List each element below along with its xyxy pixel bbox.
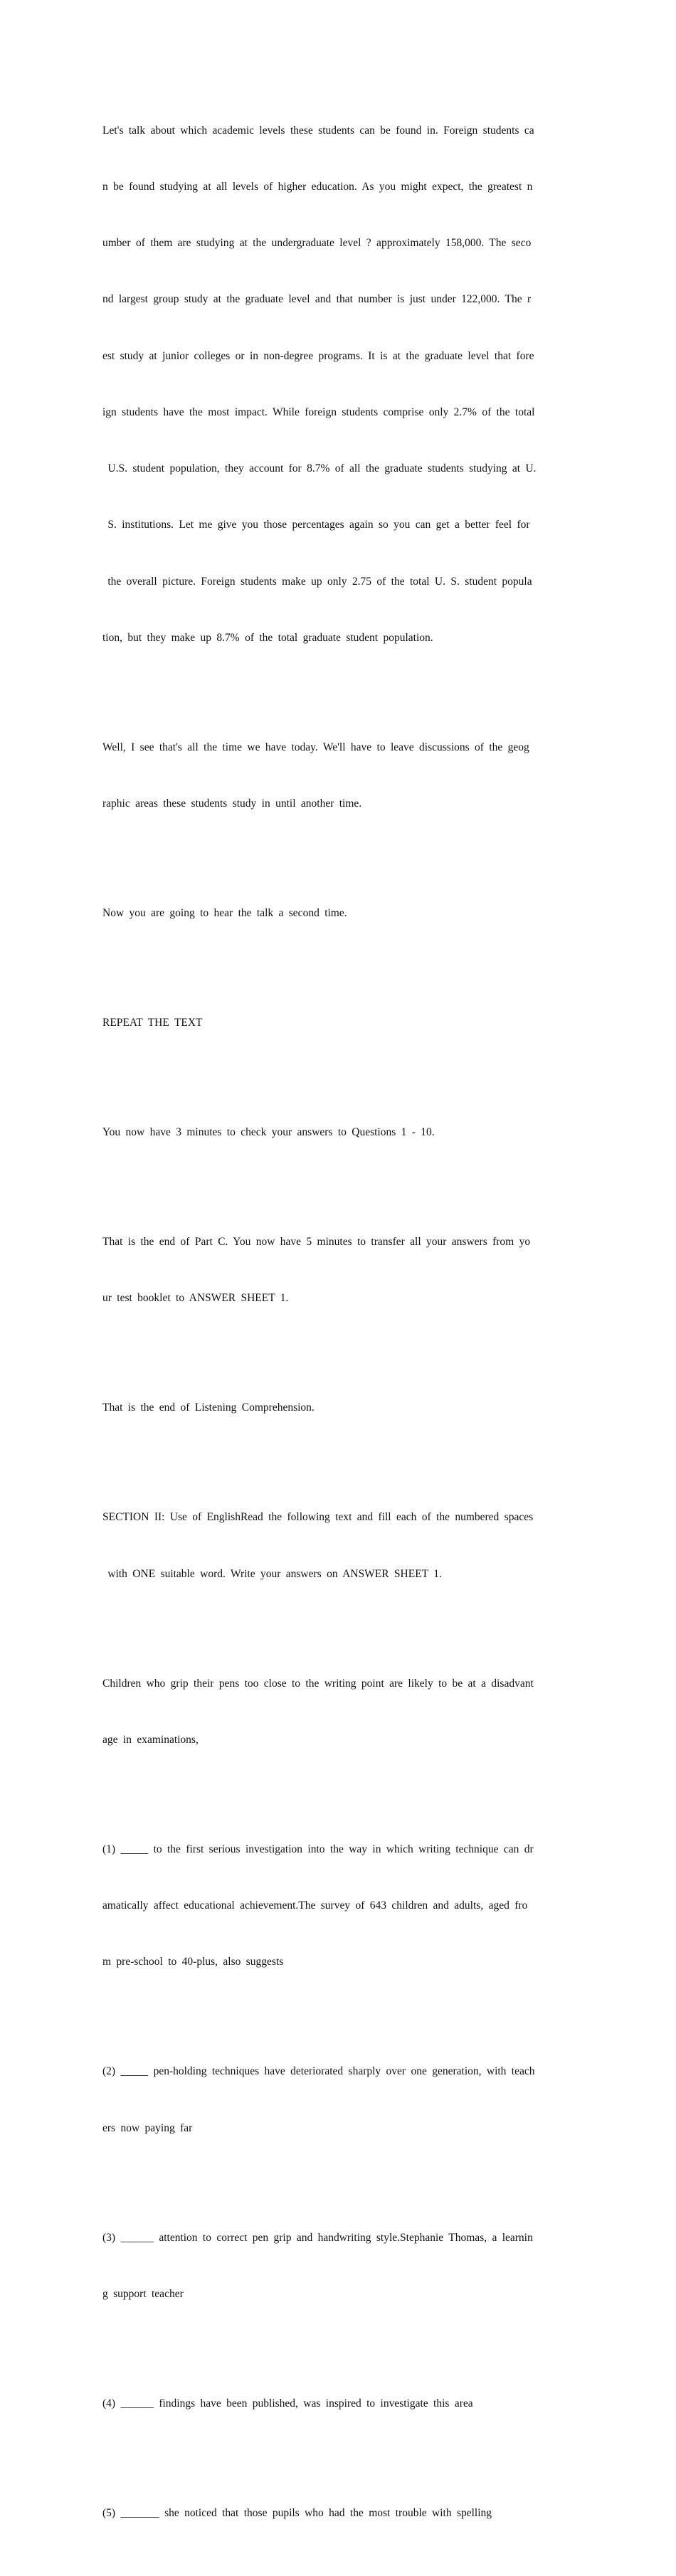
text-line: That is the end of Listening Comprehension. bbox=[102, 1401, 315, 1414]
text-line: (1) _____ to the first serious investigation into the way in which writing technique can dr bbox=[102, 1843, 534, 1855]
text-line: tion, but they make up 8.7% of the total graduate student population. bbox=[102, 631, 433, 644]
paragraph-section-ii-instructions bbox=[102, 1471, 576, 1621]
paragraph-end-part-c bbox=[102, 1195, 576, 1345]
text-line: n be found studying at all levels of higher education. As you might expect, the greatest n bbox=[102, 181, 533, 194]
document-body bbox=[102, 84, 576, 2576]
text-line: raphic areas these students study in until another time. bbox=[102, 797, 362, 810]
paragraph-check-answers bbox=[102, 1086, 576, 1180]
text-line: (4) ______ findings have been published, was inspired to investigate this area bbox=[102, 2397, 473, 2410]
text-line: ers now paying far bbox=[102, 2121, 193, 2134]
text-line: m pre-school to 40-plus, also suggests bbox=[102, 1956, 284, 1968]
text-line: (5) _______ she noticed that those pupils who had the most trouble with spelling bbox=[102, 2506, 492, 2519]
paragraph-blank-2 bbox=[102, 2025, 576, 2175]
text-line: with ONE suitable word. Write your answers on ANSWER SHEET 1. bbox=[102, 1567, 442, 1580]
paragraph-blank-3 bbox=[102, 2191, 576, 2341]
text-line: g support teacher bbox=[102, 2287, 184, 2300]
text-line: age in examinations, bbox=[102, 1733, 199, 1746]
paragraph-repeat-text bbox=[102, 976, 576, 1070]
paragraph-blank-4 bbox=[102, 2357, 576, 2451]
text-line: amatically affect educational achievement.The survey of 643 children and adults, aged fro bbox=[102, 1899, 528, 1912]
paragraph-second-time bbox=[102, 866, 576, 960]
text-line: Now you are going to hear the talk a second time. bbox=[102, 907, 347, 920]
text-line: Children who grip their pens too close to the writing point are likely to be at a disadvant bbox=[102, 1677, 534, 1690]
text-line: (2) _____ pen-holding techniques have deteriorated sharply over one generation, with teach bbox=[102, 2065, 535, 2078]
text-line: ur test booklet to ANSWER SHEET 1. bbox=[102, 1292, 289, 1305]
text-line: the overall picture. Foreign students make up only 2.75 of the total U. S. student popula bbox=[102, 575, 532, 588]
text-line: (3) ______ attention to correct pen grip and handwriting style.Stephanie Thomas, a learnin bbox=[102, 2231, 533, 2244]
paragraph-blank-1 bbox=[102, 1803, 576, 2009]
text-line: SECTION II: Use of EnglishRead the following text and fill each of the numbered spaces bbox=[102, 1511, 534, 1524]
text-line: U.S. student population, they account for 8.7% of all the graduate students studying at U. bbox=[102, 462, 537, 475]
text-line: nd largest group study at the graduate level and that number is just under 122,000. The r bbox=[102, 293, 532, 306]
text-line: est study at junior colleges or in non-degree programs. It is at the graduate level that fore bbox=[102, 349, 534, 362]
text-line: REPEAT THE TEXT bbox=[102, 1017, 203, 1029]
text-line: S. institutions. Let me give you those percentages again so you can get a better feel for bbox=[102, 519, 530, 531]
text-line: ign students have the most impact. While foreign students comprise only 2.7% of the total bbox=[102, 406, 535, 418]
text-line: That is the end of Part C. You now have 5 minutes to transfer all your answers from yo bbox=[102, 1236, 531, 1249]
text-line: Well, I see that's all the time we have today. We'll have to leave discussions of the geog bbox=[102, 741, 529, 753]
paragraph-passage-intro bbox=[102, 1637, 576, 1787]
text-line: Let's talk about which academic levels these students can be found in. Foreign students ca bbox=[102, 124, 534, 137]
paragraph-blank-5 bbox=[102, 2466, 576, 2560]
paragraph-closing-remarks bbox=[102, 701, 576, 851]
paragraph-end-listening bbox=[102, 1362, 576, 1456]
paragraph-foreign-students bbox=[102, 84, 576, 685]
text-line: You now have 3 minutes to check your answers to Questions 1 - 10. bbox=[102, 1126, 435, 1139]
text-line: umber of them are studying at the undergraduate level ? approximately 158,000. The seco bbox=[102, 237, 532, 250]
